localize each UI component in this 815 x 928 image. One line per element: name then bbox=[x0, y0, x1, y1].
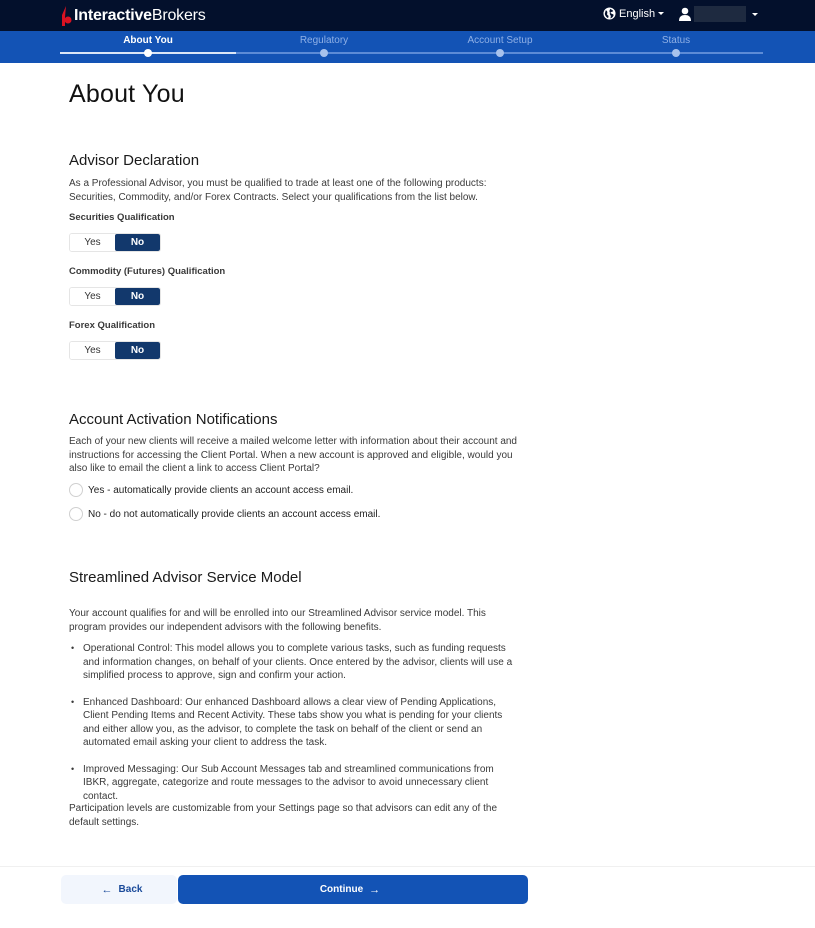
user-menu[interactable] bbox=[678, 6, 758, 22]
advisor-declaration-title: Advisor Declaration bbox=[69, 152, 200, 169]
language-label: English bbox=[619, 7, 656, 20]
globe-icon bbox=[603, 7, 616, 20]
securities-qualification-toggle bbox=[69, 233, 161, 252]
advisor-declaration-description: As a Professional Advisor, you must be qualified to trade at least one of the following products: Securities, Commodity, and/or Forex Contracts. Select your qualifications from the list below. bbox=[69, 178, 487, 203]
step-status: Status bbox=[606, 31, 746, 47]
step-dot bbox=[320, 49, 328, 57]
activation-option-no[interactable] bbox=[69, 507, 380, 521]
brand-name: InteractiveBrokers bbox=[74, 7, 206, 24]
step-dot bbox=[672, 49, 680, 57]
streamlined-intro: Your account qualifies for and will be enrolled into our Streamlined Advisor service model. This program provides our independent advisors with the following benefits. bbox=[69, 608, 486, 633]
chevron-down-icon bbox=[752, 13, 758, 16]
commodity-no-button[interactable]: No bbox=[115, 288, 160, 305]
step-regulatory: Regulatory bbox=[254, 31, 394, 47]
user-icon bbox=[678, 7, 692, 21]
footer-divider bbox=[0, 866, 815, 867]
ib-logo-icon bbox=[60, 6, 72, 26]
radio-label: No - do not automatically provide clients an account access email. bbox=[88, 508, 381, 520]
brand-logo[interactable] bbox=[60, 5, 206, 27]
commodity-qualification-toggle bbox=[69, 287, 161, 306]
securities-qualification-label: Securities Qualification bbox=[69, 212, 175, 223]
forex-qualification-toggle bbox=[69, 341, 161, 360]
benefits-list bbox=[69, 642, 519, 803]
chevron-down-icon bbox=[658, 12, 664, 15]
streamlined-outro: Participation levels are customizable from your Settings page so that advisors can edit any of the default settings. bbox=[69, 803, 498, 828]
top-navbar bbox=[0, 0, 815, 31]
activation-notifications-title: Account Activation Notifications bbox=[69, 411, 278, 428]
page-title: About You bbox=[69, 80, 185, 108]
language-selector[interactable] bbox=[603, 7, 664, 20]
back-label: Back bbox=[118, 884, 143, 895]
continue-label: Continue bbox=[319, 884, 364, 895]
forex-no-button[interactable]: No bbox=[115, 342, 160, 359]
step-dot bbox=[144, 49, 152, 57]
radio-label: Yes - automatically provide clients an account access email. bbox=[88, 484, 354, 496]
securities-no-button[interactable]: No bbox=[115, 234, 160, 251]
securities-yes-button[interactable]: Yes bbox=[70, 234, 115, 251]
benefit-improved-messaging: • Improved Messaging: Our Sub Account Messages tab and streamlined communications from IBKR, aggregate, categorize and route messages to the advisor to avoid unnecessary client contact. bbox=[69, 763, 519, 804]
step-account-setup: Account Setup bbox=[430, 31, 570, 47]
commodity-qualification-label: Commodity (Futures) Qualification bbox=[69, 266, 226, 277]
commodity-yes-button[interactable]: Yes bbox=[70, 288, 115, 305]
streamlined-model-title: Streamlined Advisor Service Model bbox=[69, 569, 302, 586]
activation-option-yes[interactable] bbox=[69, 483, 353, 497]
forex-qualification-label: Forex Qualification bbox=[69, 320, 156, 331]
activation-description: Each of your new clients will receive a mailed welcome letter with information about their account and instructions for accessing the Client Portal. When a new account is approved and eligible, would you also like to email the client a link to access Client Portal? bbox=[69, 436, 517, 474]
step-dot bbox=[496, 49, 504, 57]
radio-button[interactable] bbox=[69, 507, 83, 521]
forex-yes-button[interactable]: Yes bbox=[70, 342, 115, 359]
back-button[interactable] bbox=[61, 875, 177, 904]
benefit-enhanced-dashboard: • Enhanced Dashboard: Our enhanced Dashboard allows a clear view of Pending Applications, Client Pending Items and Recent Activity. These tabs show you what is pending for your clients and either allow you, as the advisor, to complete the task on behalf of the client or send an automated email asking your client to address the task. bbox=[69, 696, 519, 750]
progress-stepper bbox=[0, 31, 815, 63]
redacted-username bbox=[694, 6, 746, 22]
arrow-right-icon: → bbox=[369, 883, 381, 896]
step-about-you: About You bbox=[78, 31, 218, 47]
arrow-left-icon: ← bbox=[101, 883, 113, 896]
continue-button[interactable] bbox=[178, 875, 528, 904]
radio-button[interactable] bbox=[69, 483, 83, 497]
benefit-operational-control: • Operational Control: This model allows you to complete various tasks, such as funding requests and information changes, on behalf of your clients. Once entered by the advisor, clients will use a simplified process to approve, sign and confirm your action. bbox=[69, 642, 519, 683]
